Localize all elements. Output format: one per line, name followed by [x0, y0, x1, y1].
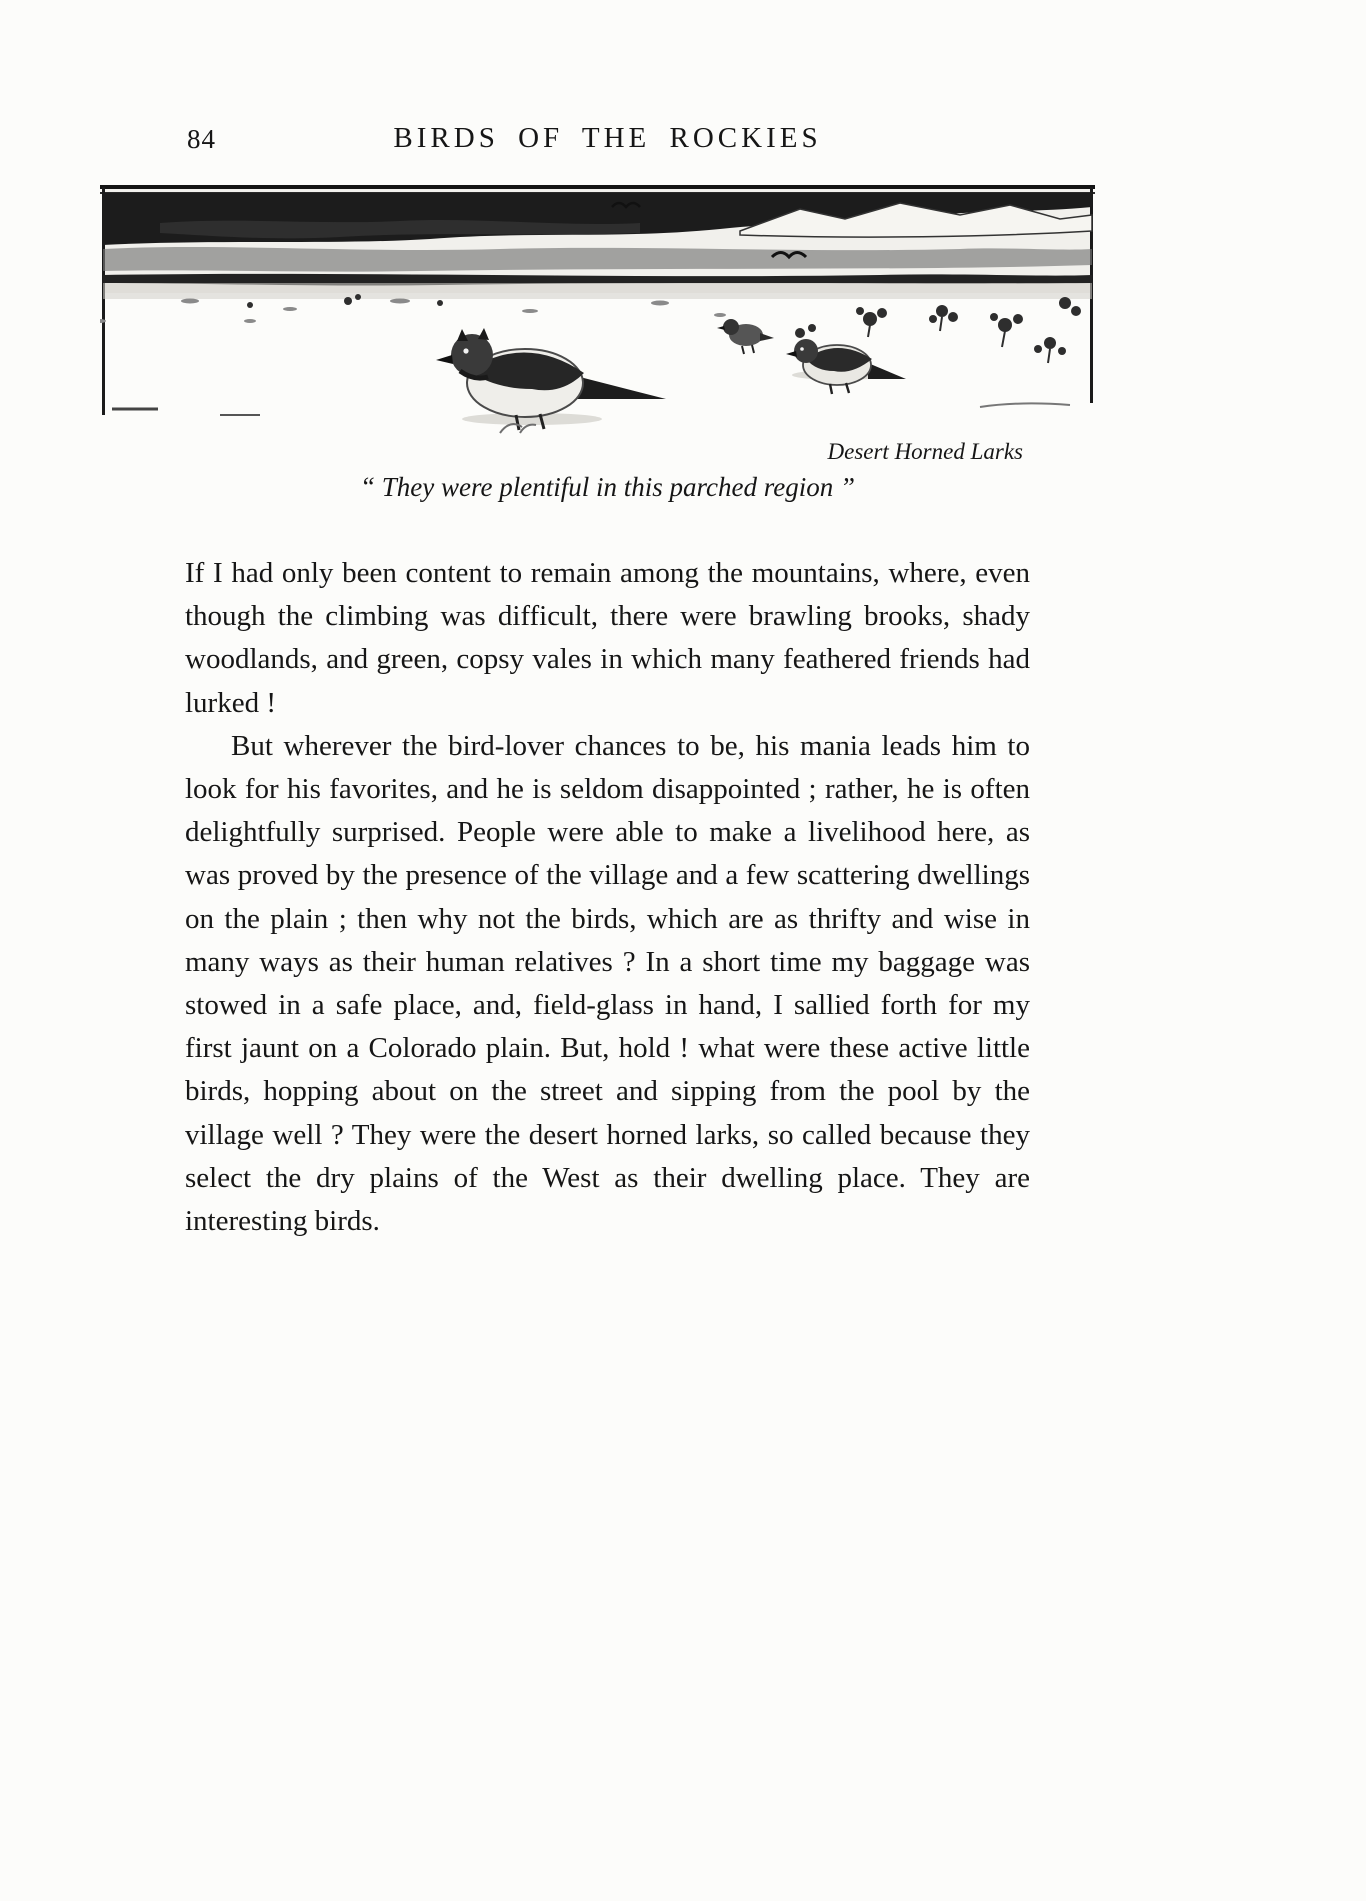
- paragraph: If I had only been content to remain among the mountains, where, even though the climbing was difficult, there were brawling brooks, shady woodlands, and green, copsy vales in which many feathered friends had lurked !: [185, 557, 1030, 719]
- desert-horned-larks-illustration: [100, 183, 1095, 435]
- ground-speckles: [100, 299, 726, 324]
- plain-wash: [103, 283, 1092, 299]
- running-title: BIRDS OF THE ROCKIES: [393, 122, 822, 154]
- horned-lark-small: [717, 319, 774, 354]
- page-number: 84: [187, 124, 216, 154]
- frame-top-rule: [100, 185, 1095, 189]
- horned-lark-medium: [786, 339, 906, 394]
- body-text: [185, 552, 1030, 1243]
- horned-lark-large: [436, 328, 666, 430]
- paragraph: But wherever the bird-lover chances to be, his mania leads him to look for his favorites, and he is seldom disappointed ; rather, he is often delightfully surprised. People were able to make a livelihood here, as was proved by the presence of the village and a few scattering dwellings on the plain ; then why not the birds, which are as thrifty and wise in many ways as their human relatives ? In a short time my baggage was stowed in a safe place, and, field-glass in hand, I sallied forth for my first jaunt on a Colorado plain. But, hold ! what were these active little birds, hopping about on the street and sipping from the pool by the village well ? They were the desert horned larks, so called because they select the dry plains of the West as their dwelling place. They are interesting birds.: [185, 729, 1030, 1238]
- figure-credit: Desert Horned Larks: [827, 439, 1023, 464]
- figure-caption: “ They were plentiful in this parched region ”: [360, 472, 855, 502]
- page-header: [185, 122, 1030, 162]
- figure-block: [100, 183, 1095, 465]
